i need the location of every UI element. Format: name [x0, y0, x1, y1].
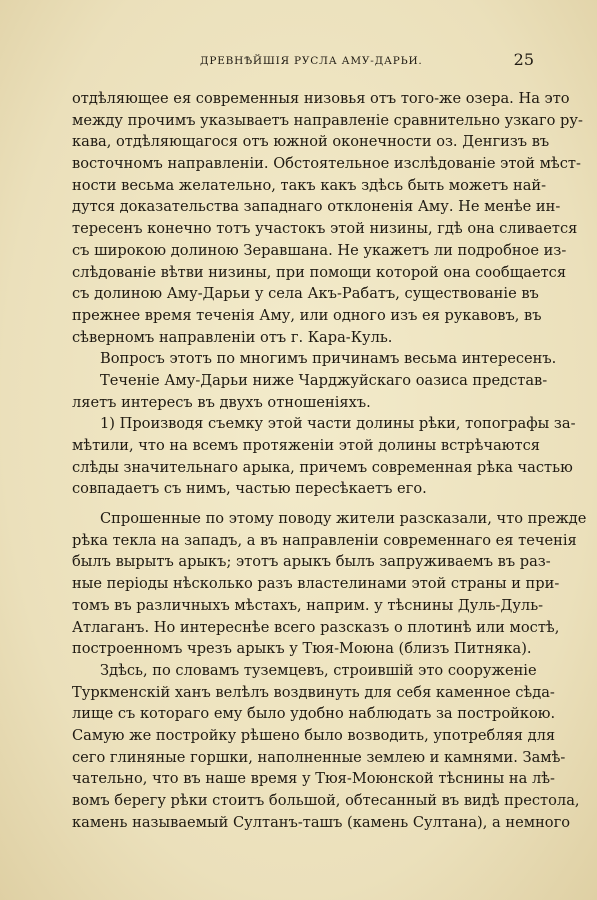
text-line: восточномъ направленіи. Обстоятельное изслѣдованіе этой мѣст-	[72, 155, 581, 173]
body-text	[72, 88, 587, 833]
text-line: слѣды значительнаго арыка, причемъ современная рѣка частью	[72, 458, 573, 476]
paragraph-gap	[72, 500, 534, 508]
text-line: Теченіе Аму-Дарьи ниже Чарджуйскаго оазиса представ-	[100, 371, 548, 389]
text-line: лище съ котораго ему было удобно наблюдать за постройкою.	[72, 705, 556, 723]
text-line: слѣдованіе вѣтви низины, при помощи которой она сообщается	[72, 263, 567, 281]
text-line: 1) Производя съемку этой части долины рѣки, топографы за-	[100, 415, 576, 433]
paragraph	[72, 88, 583, 348]
text-line: тересенъ конечно тотъ участокъ этой низины, гдѣ она сливается	[72, 220, 578, 238]
paragraph	[72, 660, 580, 834]
paragraph	[72, 508, 587, 660]
text-line: Туркменскій ханъ велѣлъ воздвинуть для себя каменное сѣда-	[72, 683, 555, 701]
text-line: рѣка текла на западъ, а въ направленіи современнаго ея теченія	[72, 531, 577, 549]
text-line: съ долиною Аму-Дарьи у села Акъ-Рабатъ, существованіе въ	[72, 285, 539, 303]
text-line: мѣтили, что на всемъ протяженіи этой долины встрѣчаются	[72, 437, 540, 454]
text-line: ляетъ интересъ въ двухъ отношеніяхъ.	[72, 393, 371, 411]
text-line: томъ въ различныхъ мѣстахъ, наприм. у тѣснины Дуль-Дуль-	[72, 596, 544, 614]
text-line: Самую же постройку рѣшено было возводить, употребляя для	[72, 726, 556, 744]
text-line: кава, отдѣляющагося отъ южной оконечности оз. Денгизъ въ	[72, 133, 550, 151]
paragraph	[72, 348, 557, 370]
text-line: ные періоды нѣсколько разъ властелинами этой страны и при-	[72, 575, 560, 593]
text-line: съ широкою долиною Зеравшана. Не укажетъ ли подробное из-	[72, 241, 567, 259]
text-line: Спрошенные по этому поводу жители разсказали, что прежде	[100, 510, 587, 528]
text-line: былъ вырытъ арыкъ; этотъ арыкъ былъ запруживаемъ въ раз-	[72, 553, 551, 571]
text-line: камень называемый Султанъ-ташъ (камень Султана), а немного	[72, 813, 571, 831]
paragraph	[72, 370, 548, 413]
text-line: Атлаганъ. Но интереснѣе всего разсказъ о плотинѣ или мостѣ,	[72, 618, 560, 636]
paragraph	[72, 413, 576, 500]
page-header	[72, 50, 534, 74]
text-line: построенномъ чрезъ арыкъ у Тюя-Моюна (близъ Питняка).	[72, 640, 532, 658]
text-line: совпадаетъ съ нимъ, частью пересѣкаетъ его.	[72, 480, 427, 498]
text-line: сѣверномъ направленіи отъ г. Кара-Куль.	[72, 328, 393, 346]
running-head: ДРЕВНѢЙШІЯ РУСЛА АМУ-ДАРЬИ.	[200, 55, 423, 67]
text-line: отдѣляющее ея современныя низовья отъ того-же озера. На это	[72, 90, 570, 107]
text-line: прежнее время теченія Аму, или одного изъ ея рукавовъ, въ	[72, 306, 542, 324]
text-line: вомъ берегу рѣки стоитъ большой, обтесанный въ видѣ престола,	[72, 792, 580, 809]
text-line: сего глиняные горшки, наполненные землею и камнями. Замѣ-	[72, 748, 566, 766]
text-line: Здѣсь, по словамъ туземцевъ, строившій это сооруженіе	[100, 661, 537, 679]
text-line: дутся доказательства западнаго отклоненія Аму. Не менѣе ин-	[72, 198, 561, 216]
text-line: между прочимъ указываетъ направленіе сравнительно узкаго ру-	[72, 111, 583, 129]
text-line: чательно, что въ наше время у Тюя-Моюнской тѣснины на лѣ-	[72, 770, 555, 788]
text-line: ности весьма желательно, такъ какъ здѣсь быть можетъ най-	[72, 176, 547, 194]
page-number: 25	[513, 50, 534, 69]
text-line: Вопросъ этотъ по многимъ причинамъ весьма интересенъ.	[100, 350, 557, 368]
